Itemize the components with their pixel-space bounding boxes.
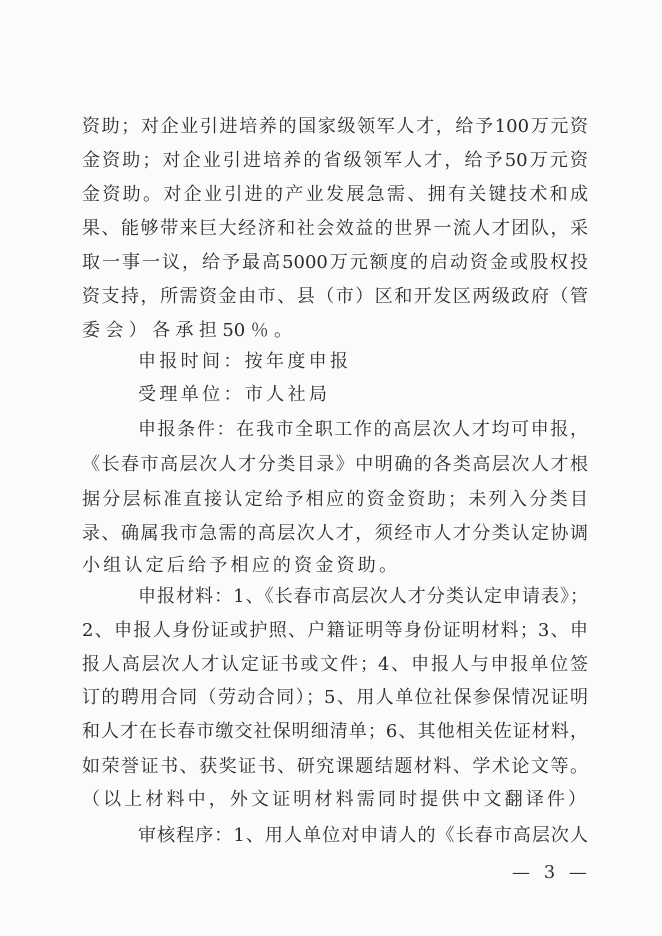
text-line: 果、能够带来巨大经济和社会效益的世界一流人才团队，采 — [82, 218, 588, 239]
text-line: 如荣誉证书、获奖证书、研究课题结题材料、学术论文等。 — [82, 756, 588, 777]
text-line: 申报条件：在我市全职工作的高层次人才均可申报， — [138, 419, 588, 440]
text-line: 录、确属我市急需的高层次人才，须经市人才分类认定协调 — [82, 523, 588, 544]
text-line: 取一事一议，给予最高5000万元额度的启动资金或股权投 — [82, 252, 588, 273]
text-line: 订的聘用合同（劳动合同）；5、用人单位社保参保情况证明 — [82, 687, 588, 708]
text-line: 2、申报人身份证或护照、户籍证明等身份证明材料；3、申 — [82, 620, 588, 641]
text-line: 申报材料：1、《长春市高层次人才分类认定申请表》； — [138, 586, 588, 607]
text-line: 报人高层次人才认定证书或文件；4、申报人与申报单位签 — [82, 654, 588, 675]
text-line: 金资助；对企业引进培养的省级领军人才，给予50万元资 — [82, 150, 588, 171]
text-line: 《长春市高层次人才分类目录》中明确的各类高层次人才根 — [82, 454, 588, 475]
text-line: 申报时间：按年度申报 — [138, 351, 348, 372]
text-line: 据分层标准直接认定给予相应的资金资助；未列入分类目 — [82, 489, 588, 510]
text-line: 和人才在长春市缴交社保明细清单；6、其他相关佐证材料， — [82, 721, 588, 742]
text-line: （以上材料中，外文证明材料需同时提供中文翻译件） — [82, 789, 586, 810]
text-line: 资助；对企业引进培养的国家级领军人才，给予100万元资 — [82, 116, 588, 137]
text-line: 小组认定后给予相应的资金资助。 — [82, 555, 397, 576]
page-number: — 3 — — [512, 862, 591, 883]
text-line: 委会）各承担50％。 — [82, 320, 292, 341]
text-line: 金资助。对企业引进的产业发展急需、拥有关键技术和成 — [82, 184, 588, 205]
text-line: 审核程序：1、用人单位对申请人的《长春市高层次人 — [138, 825, 588, 846]
text-line: 受理单位：市人社局 — [138, 384, 327, 405]
text-line: 资支持，所需资金由市、县（市）区和开发区两级政府（管 — [82, 286, 588, 307]
